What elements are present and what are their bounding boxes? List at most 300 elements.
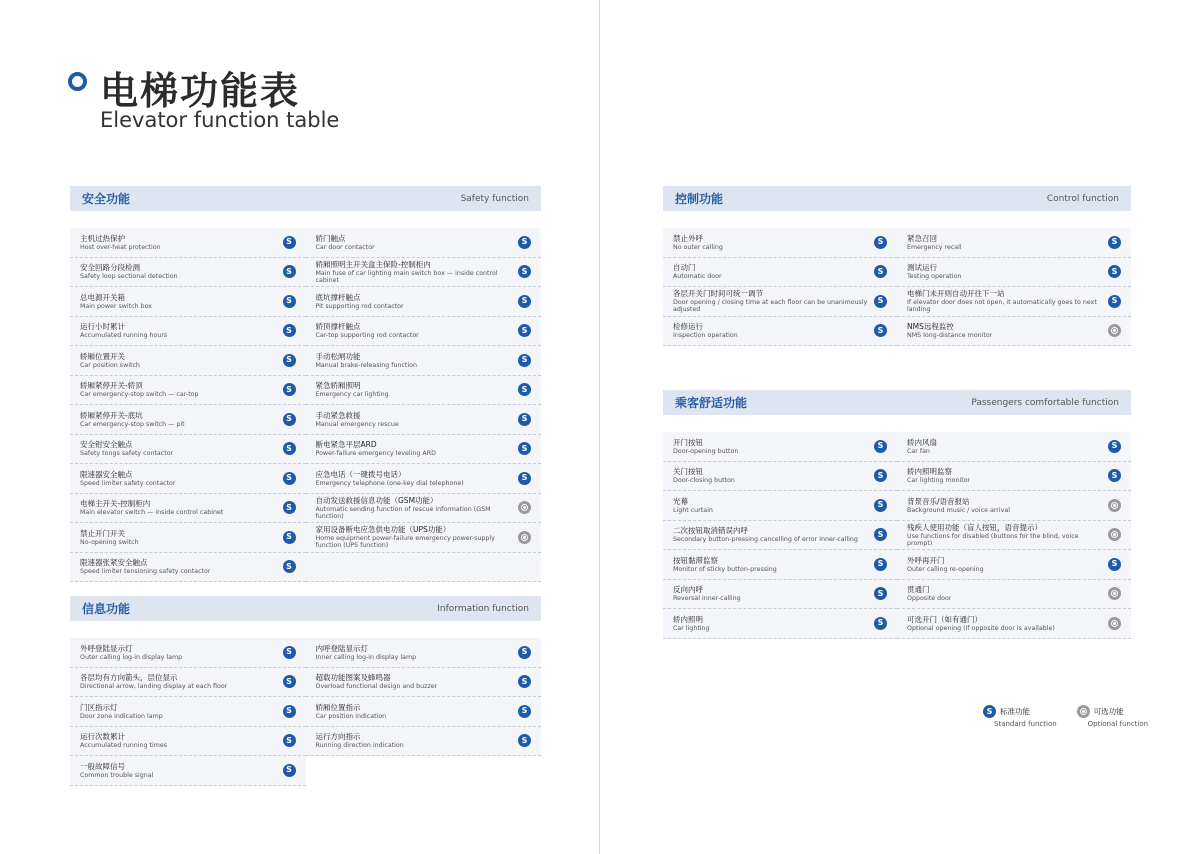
function-name-cn: 贯通门 [907, 585, 930, 595]
legend-optional-en: Optional function [1087, 720, 1149, 728]
standard-function-icon: S [518, 646, 531, 659]
function-row [897, 550, 1131, 580]
function-name-en: Main power switch box [80, 302, 152, 310]
function-name-cn: 轿内风扇 [907, 437, 937, 447]
function-row [70, 376, 306, 406]
standard-function-icon: S [283, 265, 296, 278]
function-name-en: Reversal inner-calling [673, 595, 741, 603]
function-row [663, 609, 897, 639]
function-name-en: Inspection operation [673, 332, 738, 340]
function-text [80, 732, 167, 749]
function-name-en: Speed limiter safety contactor [80, 479, 176, 487]
function-name-cn: 底坑撑杆触点 [315, 292, 361, 302]
function-row [70, 668, 306, 698]
function-name-en: Door opening / closing time at each floor can be unanimously adjusted [673, 299, 868, 314]
function-row [70, 405, 306, 435]
function-text [316, 260, 513, 284]
function-name-en: Main fuse of car lighting main switch box — inside control cabinet [315, 269, 498, 284]
function-text [80, 644, 182, 661]
function-name-cn: 主机过热保护 [80, 233, 125, 243]
standard-function-icon: S [283, 383, 296, 396]
standard-function-icon: S [874, 587, 887, 600]
function-text [80, 673, 227, 690]
function-row [306, 435, 542, 465]
function-name-en: Light curtain [673, 506, 713, 514]
function-text [673, 438, 738, 455]
standard-function-icon: S [518, 236, 531, 249]
function-text [316, 440, 436, 457]
standard-function-icon: S [518, 705, 531, 718]
function-row [70, 317, 306, 347]
standard-function-icon: S [874, 324, 887, 337]
function-row [306, 638, 542, 668]
standard-function-icon: S [283, 295, 296, 308]
function-text [316, 322, 419, 339]
function-name-cn: 手动松闸功能 [315, 351, 361, 361]
function-name-en: Overload functional design and buzzer [315, 683, 438, 691]
standard-function-icon: S [283, 236, 296, 249]
function-name-cn: 外呼再开门 [907, 555, 945, 565]
function-text [316, 234, 375, 251]
function-row [306, 317, 542, 347]
standard-function-icon: S [874, 558, 887, 571]
function-row [306, 228, 542, 258]
function-text [673, 615, 710, 632]
standard-function-icon: S [283, 472, 296, 485]
section-header [70, 596, 541, 621]
function-name-cn: 各层均有方向箭头，层位显示 [80, 673, 178, 683]
function-name-en: Testing operation [907, 273, 962, 281]
function-name-en: Secondary button-pressing cancelling of error inner-calling [673, 536, 858, 544]
function-name-en: Accumulated running hours [80, 332, 168, 340]
function-row [70, 435, 306, 465]
standard-function-icon: S [1108, 295, 1121, 308]
function-name-en: Automatic door [673, 273, 722, 281]
function-text [80, 470, 176, 487]
function-name-cn: 自动发送救援信息功能（GSM功能） [315, 495, 438, 505]
standard-function-icon: S [518, 265, 531, 278]
function-name-cn: 外呼登陆显示灯 [80, 643, 133, 653]
function-name-cn: 紧急轿厢照明 [315, 381, 361, 391]
standard-function-icon: S [283, 354, 296, 367]
function-row [897, 228, 1131, 258]
function-row [897, 491, 1131, 521]
function-table [70, 228, 541, 582]
standard-function-icon: S [518, 472, 531, 485]
function-name-en: Common trouble signal [80, 771, 154, 779]
function-name-en: Door-closing button [673, 477, 735, 485]
function-name-en: Safety tongs safety contactor [80, 450, 174, 458]
function-name-cn: NMS远程监控 [907, 322, 954, 332]
legend-optional-cn: 可选功能 [1093, 707, 1124, 716]
function-row [70, 464, 306, 494]
standard-function-icon: S [874, 528, 887, 541]
legend-standard-en: Standard function [994, 720, 1057, 728]
function-name-cn: 内呼登陆显示灯 [315, 643, 368, 653]
function-text [80, 234, 161, 251]
function-name-en: Car-top supporting rod contactor [315, 332, 419, 340]
function-name-cn: 运行次数累计 [80, 732, 125, 742]
function-row [897, 317, 1131, 347]
function-row [897, 521, 1131, 551]
function-text [80, 263, 178, 280]
standard-function-icon: S [1108, 236, 1121, 249]
function-row [663, 550, 897, 580]
standard-function-icon: S [874, 617, 887, 630]
function-row [70, 228, 306, 258]
function-name-cn: 轿厢位置指示 [315, 702, 361, 712]
section-title-en: Information function [437, 603, 529, 614]
function-text [907, 322, 992, 339]
function-row [897, 609, 1131, 639]
function-text [316, 293, 404, 310]
function-text [80, 322, 167, 339]
standard-function-icon: S [518, 675, 531, 688]
function-text [907, 497, 1010, 514]
function-row [70, 494, 306, 524]
function-name-en: Optional opening (if opposite door is available) [907, 624, 1055, 632]
standard-function-icon: S [283, 531, 296, 544]
section-header [663, 186, 1131, 211]
function-name-en: No-opening switch [80, 538, 139, 546]
function-name-cn: 残疾人使用功能（盲人按钮，语音提示） [907, 522, 1042, 532]
standard-function-icon: S [874, 236, 887, 249]
function-name-en: Host over-heat protection [80, 243, 161, 251]
function-name-en: Power-failure emergency leveling ARD [315, 450, 436, 458]
function-name-en: If elevator door does not open, it automatically goes to next landing [907, 299, 1097, 314]
function-row [897, 258, 1131, 288]
function-name-cn: 轿厢紧停开关-底坑 [80, 410, 143, 420]
function-name-en: Automatic sending function of rescue information (GSM function) [315, 505, 491, 520]
standard-function-icon: S [874, 469, 887, 482]
function-name-cn: 可选开门（如有通门） [907, 614, 982, 624]
standard-function-icon: S [874, 499, 887, 512]
function-name-cn: 总电源开关箱 [80, 292, 125, 302]
function-name-en: No outer calling [673, 243, 723, 251]
function-text [673, 322, 738, 339]
function-name-cn: 禁止开门开关 [80, 528, 125, 538]
function-name-cn: 轿厢照明主开关盒主保险-控制柜内 [315, 259, 431, 269]
function-name-cn: 电梯门未开则自动开往下一站 [907, 289, 1005, 299]
function-row [70, 638, 306, 668]
standard-function-icon: S [283, 413, 296, 426]
function-text [80, 440, 173, 457]
function-row [70, 346, 306, 376]
function-row [306, 376, 542, 406]
standard-function-icon: S [518, 354, 531, 367]
function-name-cn: 轿顶撑杆触点 [315, 322, 361, 332]
function-text [316, 470, 464, 487]
function-name-cn: 限速器张紧安全触点 [80, 558, 148, 568]
function-name-en: Car lighting monitor [907, 477, 971, 485]
section-comfort [663, 390, 1131, 639]
function-name-en: Directional arrow, landing display at each floor [80, 683, 228, 691]
function-name-cn: 一般故障信号 [80, 761, 125, 771]
function-text [80, 381, 199, 398]
optional-function-icon [1108, 499, 1121, 512]
function-name-cn: 紧急召回 [907, 233, 937, 243]
standard-function-icon: S [283, 705, 296, 718]
section-safety [70, 186, 541, 582]
standard-function-icon: S [518, 324, 531, 337]
function-name-cn: 家用设备断电应急供电功能（UPS功能） [315, 525, 451, 535]
function-row [306, 697, 542, 727]
standard-function-icon: S [1108, 440, 1121, 453]
function-table [70, 638, 541, 786]
function-name-cn: 断电紧急平层ARD [315, 440, 377, 450]
function-text [673, 497, 713, 514]
optional-function-icon [1108, 617, 1121, 630]
function-row [663, 258, 897, 288]
function-name-en: Outer calling log-in display lamp [80, 653, 183, 661]
function-text [673, 289, 868, 313]
title-ring-icon [68, 72, 87, 91]
optional-function-icon [518, 531, 531, 544]
standard-function-icon: S [1108, 558, 1121, 571]
function-name-en: Car fan [907, 447, 930, 455]
function-text [907, 585, 951, 602]
function-name-en: Car lighting [673, 624, 710, 632]
function-row [306, 727, 542, 757]
function-row [306, 523, 542, 553]
function-text [80, 499, 223, 516]
section-title-cn: 控制功能 [675, 192, 724, 206]
section-title-en: Control function [1046, 193, 1119, 204]
function-table [663, 432, 1131, 639]
standard-function-icon: S [1108, 469, 1121, 482]
function-row [70, 756, 306, 786]
function-row [70, 553, 306, 583]
standard-function-icon: S [518, 413, 531, 426]
optional-function-icon [1108, 528, 1121, 541]
function-text [673, 234, 723, 251]
function-name-cn: 安全回路分段检测 [80, 263, 140, 273]
function-name-en: Car position indication [315, 712, 387, 720]
function-name-cn: 光幕 [673, 496, 688, 506]
function-name-en: Door-opening button [673, 447, 739, 455]
standard-function-icon: S [283, 324, 296, 337]
function-name-cn: 各层开关门时间可统一调节 [673, 289, 763, 299]
standard-function-icon: S [874, 440, 887, 453]
function-name-cn: 轿厢紧停开关-轿顶 [80, 381, 143, 391]
function-name-cn: 按钮黏滞监察 [673, 555, 718, 565]
function-text [80, 352, 140, 369]
function-name-cn: 二次按钮取消错误内呼 [673, 526, 748, 536]
function-text [80, 293, 152, 310]
function-name-en: Car position switch [80, 361, 140, 369]
function-row [306, 346, 542, 376]
function-row [663, 462, 897, 492]
section-header [70, 186, 541, 211]
function-table [663, 228, 1131, 346]
function-text [673, 263, 722, 280]
function-row [663, 521, 897, 551]
function-row [897, 580, 1131, 610]
function-name-cn: 反向内呼 [673, 585, 703, 595]
function-name-en: Main elevator switch — inside control cabinet [80, 509, 224, 517]
function-text [907, 523, 1102, 547]
function-text [316, 703, 387, 720]
function-name-en: Opposite door [907, 595, 952, 603]
function-name-cn: 安全钳安全触点 [80, 440, 133, 450]
function-text [673, 585, 741, 602]
function-text [316, 732, 404, 749]
function-name-cn: 轿内照明监察 [907, 467, 952, 477]
function-name-en: Emergency telephone (one-key dial telephone) [315, 479, 464, 487]
optional-function-icon [518, 501, 531, 514]
function-row [897, 432, 1131, 462]
function-row [663, 228, 897, 258]
function-name-cn: 检修运行 [673, 322, 703, 332]
function-text [316, 352, 417, 369]
section-title-en: Safety function [460, 193, 529, 204]
function-text [80, 762, 153, 779]
function-name-en: Accumulated running times [80, 742, 167, 750]
function-text [907, 438, 937, 455]
legend-standard-cn: 标准功能 [1000, 707, 1030, 716]
legend-optional [1071, 705, 1148, 728]
function-name-en: Emergency recall [907, 243, 962, 251]
section-title-cn: 乘客舒适功能 [675, 396, 748, 410]
section-header [663, 390, 1131, 415]
function-text [673, 526, 858, 543]
function-name-cn: 开门按钮 [673, 437, 703, 447]
standard-function-icon: S [283, 764, 296, 777]
standard-function-icon: S [283, 646, 296, 659]
section-title-cn: 信息功能 [82, 602, 131, 616]
function-name-en: NMS long-distance monitor [907, 332, 993, 340]
function-text [316, 644, 417, 661]
standard-function-icon: S [518, 383, 531, 396]
function-name-cn: 应急电话（一键拨号电话） [315, 469, 406, 479]
function-name-cn: 超载功能图案及蜂鸣器 [315, 673, 391, 683]
standard-function-icon: S [283, 442, 296, 455]
function-name-en: Manual emergency rescue [315, 420, 399, 428]
page-divider [599, 0, 600, 854]
function-name-cn: 轿门触点 [315, 233, 346, 243]
optional-function-icon [1108, 587, 1121, 600]
legend [977, 705, 1148, 728]
function-name-en: Speed limiter tensioning safety contactor [80, 568, 211, 576]
function-row [663, 317, 897, 347]
function-row [663, 580, 897, 610]
function-row [306, 405, 542, 435]
function-name-cn: 轿厢位置开关 [80, 351, 125, 361]
function-text [80, 703, 163, 720]
function-name-cn: 关门按钮 [673, 467, 703, 477]
function-name-cn: 测试运行 [907, 263, 937, 273]
function-text [316, 525, 513, 549]
function-row [70, 258, 306, 288]
function-name-cn: 运行小时累计 [80, 322, 125, 332]
section-title-en: Passengers comfortable function [971, 397, 1119, 408]
function-name-en: Car emergency-stop switch — car-top [80, 391, 199, 399]
function-text [80, 411, 185, 428]
function-name-en: Emergency car lighting [315, 391, 389, 399]
function-text [316, 673, 438, 690]
legend-standard [977, 705, 1057, 728]
function-text [907, 263, 961, 280]
function-text [673, 556, 777, 573]
section-information [70, 596, 541, 786]
function-name-cn: 运行方向指示 [315, 732, 361, 742]
function-name-en: Use functions for disabled (buttons for the blind, voice prompt) [907, 532, 1079, 547]
function-text [316, 381, 389, 398]
function-text [316, 411, 399, 428]
function-name-en: Home equipment power-failure emergency power-supply function (UPS function) [315, 535, 495, 550]
function-row [70, 727, 306, 757]
function-row [70, 523, 306, 553]
function-text [907, 556, 984, 573]
function-name-cn: 自动门 [673, 263, 696, 273]
function-text [316, 496, 513, 520]
function-name-en: Inner calling log-in display lamp [315, 653, 417, 661]
standard-function-icon: S [518, 734, 531, 747]
function-row [897, 462, 1131, 492]
function-name-cn: 禁止外呼 [673, 233, 703, 243]
function-name-en: Safety loop sectional detection [80, 273, 178, 281]
function-row [306, 494, 542, 524]
function-name-en: Running direction indication [315, 742, 404, 750]
function-name-en: Pit supporting rod contactor [315, 302, 404, 310]
function-name-cn: 门区指示灯 [80, 702, 118, 712]
standard-function-icon: S [874, 295, 887, 308]
function-row [897, 287, 1131, 317]
function-row [306, 258, 542, 288]
function-name-cn: 限速器安全触点 [80, 469, 133, 479]
function-name-en: Car door contactor [315, 243, 375, 251]
function-text [907, 467, 970, 484]
standard-function-icon: S [518, 295, 531, 308]
function-name-cn: 轿内照明 [673, 614, 703, 624]
function-name-cn: 电梯主开关-控制柜内 [80, 499, 151, 509]
standard-function-icon: S [283, 734, 296, 747]
standard-function-icon: S [283, 501, 296, 514]
function-name-en: Outer calling re-opening [907, 565, 984, 573]
function-row [663, 491, 897, 521]
function-name-en: Car emergency-stop switch — pit [80, 420, 185, 428]
function-row [70, 697, 306, 727]
function-row [70, 287, 306, 317]
empty-cell [306, 553, 542, 583]
function-row [306, 287, 542, 317]
function-name-cn: 手动紧急救援 [315, 410, 361, 420]
function-row [306, 464, 542, 494]
function-name-en: Manual brake-releasing function [315, 361, 417, 369]
optional-function-icon [1077, 705, 1090, 718]
function-name-cn: 背景音乐/语音报站 [907, 496, 970, 506]
function-text [907, 289, 1102, 313]
standard-function-icon: S [874, 265, 887, 278]
page-title-en: Elevator function table [100, 108, 340, 132]
standard-function-icon: S [283, 560, 296, 573]
standard-function-icon: S [983, 705, 996, 718]
function-row [306, 668, 542, 698]
function-text [673, 467, 735, 484]
function-row [663, 432, 897, 462]
function-text [907, 615, 1055, 632]
function-text [907, 234, 962, 251]
function-text [80, 558, 210, 575]
section-title-cn: 安全功能 [82, 192, 131, 206]
standard-function-icon: S [518, 442, 531, 455]
function-name-en: Background music / voice arrival [907, 506, 1010, 514]
function-name-en: Door zone indication lamp [80, 712, 163, 720]
function-name-en: Monitor of sticky button-pressing [673, 565, 777, 573]
function-text [80, 529, 139, 546]
standard-function-icon: S [283, 675, 296, 688]
page-title-cn: 电梯功能表 [100, 69, 301, 113]
